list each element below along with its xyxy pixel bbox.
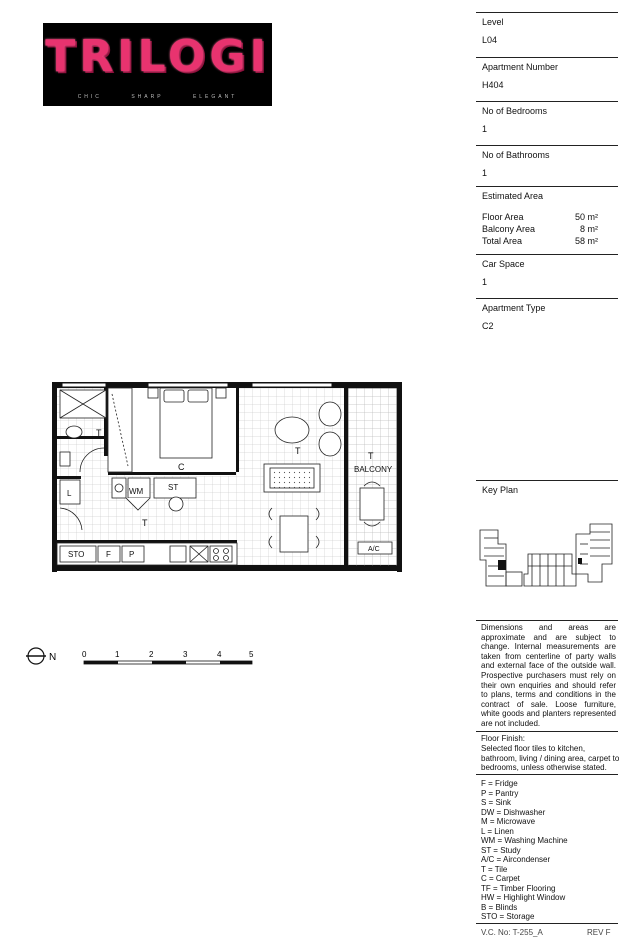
disclaimer-text: Dimensions and areas are approximate and are subject to change. Internal measurements are taken from centerline of party walls and external face of the outside wall. Prospective purchasers must rely on their own enquiries and should refer to plans, terms and conditions in the contract of sale. Loose furniture, white goods and planters represented are not included.: [481, 623, 616, 728]
scale-tick: 5: [249, 650, 254, 659]
key-plan-label: Key Plan: [482, 485, 519, 495]
legend-item: L = Linen: [481, 826, 514, 836]
floor-plan: [52, 380, 404, 576]
scale-tick: 1: [115, 650, 120, 659]
north-label: N: [49, 652, 57, 663]
info-panel: [476, 12, 618, 342]
legend-item: T = Tile: [481, 864, 508, 874]
level-label: Level: [482, 17, 504, 27]
label-ac: A/C: [368, 546, 380, 553]
legend-item: S = Sink: [481, 798, 512, 807]
legend-item: F = Fridge: [481, 779, 518, 788]
legend-rule: [476, 774, 618, 775]
floor-finish-text: Selected floor tiles to kitchen, bathroom, living / dining area, carpet to bedrooms, unless otherwise stated.: [481, 744, 620, 773]
scale-bar: [26, 644, 258, 672]
wardrobe: [108, 388, 132, 472]
trilogi-logo: [43, 23, 272, 106]
type-label: Apartment Type: [482, 303, 546, 313]
tagline-elegant: ELEGANT: [192, 94, 238, 100]
bedrooms-value: 1: [482, 124, 488, 134]
floor-finish-rule: [476, 731, 618, 732]
car-block: [476, 254, 618, 298]
area-label: Estimated Area: [482, 191, 544, 201]
bathrooms-label: No of Bathrooms: [482, 150, 550, 160]
area-row: [482, 235, 612, 247]
area-row: [482, 211, 612, 223]
apartment-value: H404: [482, 80, 504, 90]
key-plan-highlight: [498, 560, 506, 570]
label-bed-carpet: C: [178, 462, 185, 472]
legend-item: ST = Study: [481, 845, 521, 855]
area-name: Balcony Area: [482, 224, 536, 234]
tagline-chic: CHIC: [77, 94, 102, 100]
scale-tick: 0: [82, 650, 87, 659]
scale-tick: 4: [217, 650, 222, 659]
logo-tagline: [43, 94, 272, 100]
legend-item: P = Pantry: [481, 788, 519, 798]
apartment-block: [476, 57, 618, 101]
type-value: C2: [482, 321, 494, 331]
area-value: 8 m²: [580, 224, 598, 234]
label-study: ST: [168, 483, 179, 492]
level-block: [476, 12, 618, 57]
area-name: Total Area: [482, 236, 523, 246]
scale-tick: 3: [183, 650, 188, 659]
label-balcony: BALCONY: [354, 465, 393, 474]
bedrooms-label: No of Bedrooms: [482, 106, 548, 116]
bathrooms-block: [476, 145, 618, 186]
legend-item: DW = Dishwasher: [481, 807, 546, 817]
legend-item: A/C = Aircondenser: [481, 855, 551, 864]
label-wm: WM: [129, 487, 144, 496]
tagline-sharp: SHARP: [131, 94, 164, 100]
legend-item: B = Blinds: [481, 902, 518, 912]
label-hall-tile: T: [142, 518, 148, 528]
level-value: L04: [482, 35, 498, 45]
scale-tick: 2: [149, 650, 154, 659]
type-block: [476, 298, 618, 342]
label-bath-tile: T: [96, 428, 102, 438]
label-pantry: P: [129, 550, 135, 559]
area-row: [482, 223, 612, 235]
area-block: [476, 186, 618, 254]
bathrooms-value: 1: [482, 168, 488, 178]
label-fridge: F: [106, 550, 111, 559]
label-linen: L: [67, 489, 72, 498]
legend-item: TF = Timber Flooring: [481, 883, 556, 893]
car-value: 1: [482, 277, 488, 287]
vc-number: V.C. No: T-255_A: [481, 928, 543, 937]
legend-item: M = Microwave: [481, 817, 536, 826]
legend-item: HW = Highlight Window: [481, 893, 566, 902]
legend-list: [481, 779, 568, 922]
legend-item: C = Carpet: [481, 874, 520, 883]
area-value: 58 m²: [574, 236, 598, 246]
legend-item: WM = Washing Machine: [481, 836, 568, 845]
windows: [62, 383, 332, 387]
balcony-area: [348, 388, 397, 566]
label-living-tile: T: [295, 446, 301, 456]
footer-rule: [476, 923, 618, 924]
car-label: Car Space: [482, 259, 525, 269]
key-plan-rule: [476, 480, 618, 481]
key-plan-diagram: [476, 520, 618, 594]
bedrooms-block: [476, 101, 618, 145]
apartment-label: Apartment Number: [482, 62, 559, 72]
area-name: Floor Area: [482, 212, 524, 222]
floor-finish-title: Floor Finish:: [481, 734, 526, 743]
logo-word: TRILOGI: [45, 31, 270, 82]
area-value: 50 m²: [574, 212, 598, 222]
label-storage: STO: [68, 550, 85, 559]
label-balcony-tile: T: [368, 451, 374, 461]
disclaimer-rule: [476, 620, 618, 621]
revision: REV F: [587, 928, 611, 937]
legend-item: STO = Storage: [481, 912, 535, 921]
